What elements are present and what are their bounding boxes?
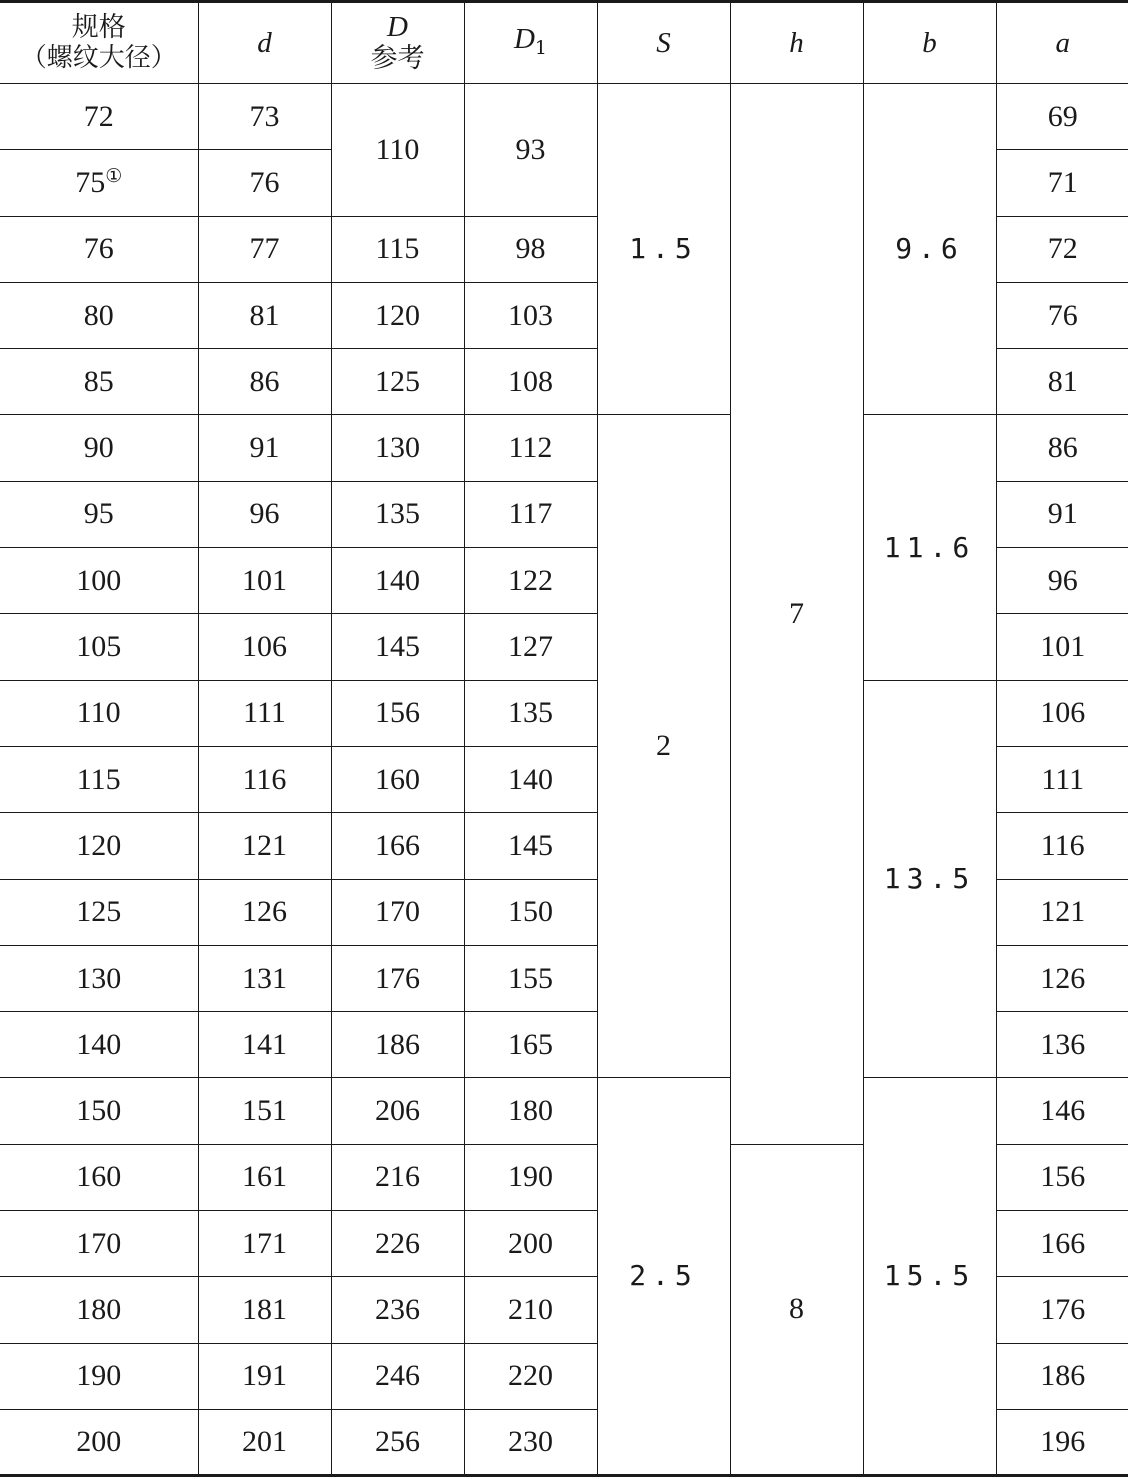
cell-D1: 122 <box>464 548 597 614</box>
cell-D: 160 <box>331 746 464 812</box>
cell-d: 181 <box>198 1277 331 1343</box>
cell-D1: 145 <box>464 813 597 879</box>
cell-a: 196 <box>996 1409 1128 1475</box>
cell-spec: 140 <box>0 1012 198 1078</box>
cell-a: 136 <box>996 1012 1128 1078</box>
cell-D: 135 <box>331 481 464 547</box>
cell-D1: 135 <box>464 680 597 746</box>
cell-D: 216 <box>331 1144 464 1210</box>
cell-a: 156 <box>996 1144 1128 1210</box>
cell-D1: 165 <box>464 1012 597 1078</box>
cell-spec: 76 <box>0 216 198 282</box>
cell-D1: 112 <box>464 415 597 481</box>
cell-d: 86 <box>198 349 331 415</box>
cell-d: 77 <box>198 216 331 282</box>
cell-D: 140 <box>331 548 464 614</box>
cell-D1: 150 <box>464 879 597 945</box>
cell-D1: 108 <box>464 349 597 415</box>
table-row <box>0 415 1128 481</box>
cell-spec: 120 <box>0 813 198 879</box>
cell-d: 106 <box>198 614 331 680</box>
cell-a: 121 <box>996 879 1128 945</box>
cell-spec: 125 <box>0 879 198 945</box>
cell-spec: 130 <box>0 945 198 1011</box>
cell-spec: 200 <box>0 1409 198 1475</box>
cell-spec: 110 <box>0 680 198 746</box>
cell-spec: 90 <box>0 415 198 481</box>
cell-D: 186 <box>331 1012 464 1078</box>
table-row <box>0 84 1128 150</box>
cell-D1: 98 <box>464 216 597 282</box>
cell-D1: 127 <box>464 614 597 680</box>
cell-a: 101 <box>996 614 1128 680</box>
header-S: S <box>597 2 730 84</box>
cell-b: 13.5 <box>863 680 996 1078</box>
header-D1: $D_1$ <box>464 2 597 84</box>
cell-D: 115 <box>331 216 464 282</box>
cell-d: 131 <box>198 945 331 1011</box>
cell-h: 8 <box>730 1144 863 1475</box>
cell-D: 226 <box>331 1211 464 1277</box>
cell-D: 145 <box>331 614 464 680</box>
header-spec <box>0 2 198 84</box>
cell-a: 96 <box>996 548 1128 614</box>
cell-a: 166 <box>996 1211 1128 1277</box>
cell-d: 191 <box>198 1343 331 1409</box>
cell-D: 236 <box>331 1277 464 1343</box>
cell-S: 1.5 <box>597 84 730 415</box>
cell-S: 2.5 <box>597 1078 730 1476</box>
cell-D1: 117 <box>464 481 597 547</box>
cell-spec: 72 <box>0 84 198 150</box>
cell-spec: 85 <box>0 349 198 415</box>
cell-S: 2 <box>597 415 730 1078</box>
cell-b: 11.6 <box>863 415 996 680</box>
cell-d: 121 <box>198 813 331 879</box>
table-row <box>0 680 1128 746</box>
cell-d: 101 <box>198 548 331 614</box>
cell-d: 126 <box>198 879 331 945</box>
cell-spec: 100 <box>0 548 198 614</box>
cell-a: 146 <box>996 1078 1128 1144</box>
cell-D: 120 <box>331 282 464 348</box>
cell-D1: 210 <box>464 1277 597 1343</box>
cell-spec: 75① <box>0 150 198 216</box>
cell-D: 246 <box>331 1343 464 1409</box>
cell-a: 126 <box>996 945 1128 1011</box>
cell-a: 76 <box>996 282 1128 348</box>
cell-D: 125 <box>331 349 464 415</box>
cell-d: 73 <box>198 84 331 150</box>
cell-D: 130 <box>331 415 464 481</box>
cell-spec: 105 <box>0 614 198 680</box>
cell-a: 81 <box>996 349 1128 415</box>
cell-a: 72 <box>996 216 1128 282</box>
header-spec-line2: （螺纹大径） <box>20 43 177 73</box>
cell-D: 256 <box>331 1409 464 1475</box>
header-D-symbol: D <box>387 11 408 43</box>
cell-d: 201 <box>198 1409 331 1475</box>
cell-a: 69 <box>996 84 1128 150</box>
cell-a: 116 <box>996 813 1128 879</box>
cell-d: 81 <box>198 282 331 348</box>
cell-spec: 80 <box>0 282 198 348</box>
header-spec-line1: 规格 <box>71 12 126 43</box>
cell-d: 116 <box>198 746 331 812</box>
footnote-marker: ① <box>105 165 123 188</box>
cell-d: 141 <box>198 1012 331 1078</box>
cell-b: 15.5 <box>863 1078 996 1476</box>
header-a: a <box>996 2 1128 84</box>
cell-D1: 200 <box>464 1211 597 1277</box>
table-row <box>0 1078 1128 1144</box>
header-d: d <box>198 2 331 84</box>
table-header-row <box>0 2 1128 84</box>
cell-D: 176 <box>331 945 464 1011</box>
cell-a: 106 <box>996 680 1128 746</box>
cell-D1: 103 <box>464 282 597 348</box>
cell-a: 71 <box>996 150 1128 216</box>
cell-D1: 155 <box>464 945 597 1011</box>
cell-d: 111 <box>198 680 331 746</box>
cell-a: 86 <box>996 415 1128 481</box>
cell-D1: 180 <box>464 1078 597 1144</box>
cell-d: 161 <box>198 1144 331 1210</box>
cell-a: 111 <box>996 746 1128 812</box>
cell-spec: 190 <box>0 1343 198 1409</box>
cell-D1: 140 <box>464 746 597 812</box>
cell-spec: 115 <box>0 746 198 812</box>
cell-D1: 220 <box>464 1343 597 1409</box>
cell-a: 176 <box>996 1277 1128 1343</box>
cell-D1: 93 <box>464 84 597 217</box>
cell-D: 206 <box>331 1078 464 1144</box>
cell-spec: 170 <box>0 1211 198 1277</box>
cell-d: 76 <box>198 150 331 216</box>
cell-d: 96 <box>198 481 331 547</box>
cell-spec: 95 <box>0 481 198 547</box>
cell-D: 156 <box>331 680 464 746</box>
cell-a: 91 <box>996 481 1128 547</box>
cell-spec: 160 <box>0 1144 198 1210</box>
header-D-note: 参考 <box>370 43 425 74</box>
cell-a: 186 <box>996 1343 1128 1409</box>
header-b: b <box>863 2 996 84</box>
cell-D1: 230 <box>464 1409 597 1475</box>
cell-h: 7 <box>730 84 863 1145</box>
cell-D1: 190 <box>464 1144 597 1210</box>
cell-d: 91 <box>198 415 331 481</box>
header-D <box>331 2 464 84</box>
cell-spec: 150 <box>0 1078 198 1144</box>
cell-D: 110 <box>331 84 464 217</box>
cell-b: 9.6 <box>863 84 996 415</box>
cell-D: 166 <box>331 813 464 879</box>
cell-d: 171 <box>198 1211 331 1277</box>
cell-d: 151 <box>198 1078 331 1144</box>
cell-spec: 180 <box>0 1277 198 1343</box>
cell-D: 170 <box>331 879 464 945</box>
header-h: h <box>730 2 863 84</box>
